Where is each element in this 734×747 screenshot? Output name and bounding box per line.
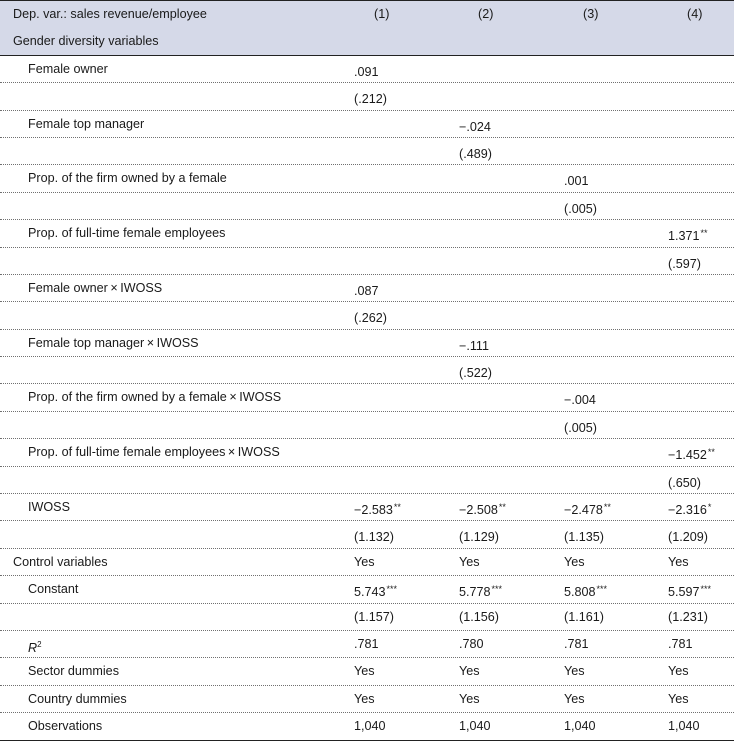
- significance-stars: **: [700, 228, 708, 239]
- cell-value: (.262): [354, 311, 387, 326]
- cell-value: −2.583: [354, 503, 393, 518]
- cell-col3: [564, 138, 565, 164]
- cell-col3: (1.161): [564, 609, 604, 624]
- cell-col2: Yes: [459, 554, 480, 569]
- cell-col3: [564, 357, 565, 383]
- cell-col1: [354, 412, 355, 438]
- cell-col2: [459, 220, 460, 246]
- cell-col2: [459, 439, 460, 465]
- cell-col1: Yes: [354, 664, 375, 679]
- column-header-4: (4): [687, 7, 703, 21]
- r-squared-row: [0, 631, 734, 658]
- cell-col1: [354, 138, 355, 164]
- observations-row: [0, 713, 734, 740]
- cell-col1: [354, 56, 380, 82]
- cell-col3: [564, 521, 605, 547]
- table-header: [0, 1, 734, 56]
- cell-col1: [354, 576, 397, 602]
- cell-col2: [459, 357, 493, 383]
- section-title-gender: Gender diversity variables: [13, 34, 159, 49]
- cell-col2: [459, 384, 460, 410]
- cell-col1: [354, 248, 355, 274]
- row-label: [28, 631, 42, 657]
- row-label: Control variables: [13, 554, 108, 569]
- cell-col4: [668, 439, 715, 465]
- table-row: [0, 467, 734, 494]
- significance-stars: ***: [491, 584, 503, 595]
- cell-value: −2.508: [459, 503, 498, 518]
- coefficient: 5.743: [354, 585, 386, 600]
- cell-col1: 1,040: [354, 719, 386, 734]
- cell-col4: .781: [668, 636, 693, 651]
- cell-col4: [668, 165, 669, 191]
- table-body: [0, 56, 734, 549]
- sector-dummies-row: [0, 658, 734, 685]
- cell-col3: [564, 83, 565, 109]
- cell-col3: [564, 412, 598, 438]
- significance-stars: **: [393, 502, 401, 513]
- cell-value: (.005): [564, 420, 597, 435]
- column-header-2: (2): [478, 7, 494, 21]
- cell-col4: [668, 248, 702, 274]
- table-row: [0, 384, 734, 411]
- cell-col4: (1.231): [668, 609, 708, 624]
- cell-value: (.597): [668, 256, 701, 271]
- table-row: [0, 494, 734, 521]
- cell-col4: Yes: [668, 664, 689, 679]
- cell-col3: [564, 576, 607, 602]
- cell-col3: [564, 111, 565, 137]
- cell-col2: [459, 467, 460, 493]
- cell-value: (1.209): [668, 530, 708, 545]
- cell-col3: [564, 248, 565, 274]
- cell-col3: [564, 302, 565, 328]
- cell-value: −2.316: [668, 503, 707, 518]
- cell-col3: [564, 193, 598, 219]
- significance-stars: **: [603, 502, 611, 513]
- cell-col1: Yes: [354, 691, 375, 706]
- cell-value: (.005): [564, 201, 597, 216]
- column-header-3: (3): [583, 7, 599, 21]
- cell-value: −.024: [459, 119, 491, 134]
- cell-col2: [459, 494, 506, 520]
- cell-value: −.004: [564, 393, 596, 408]
- significance-stars: *: [707, 502, 712, 513]
- cell-col4: Yes: [668, 554, 689, 569]
- row-label: Prop. of full-time female employees × IWOSS: [28, 445, 280, 460]
- table-row: [0, 165, 734, 192]
- cell-col2: .780: [459, 636, 484, 651]
- cell-col4: [668, 412, 669, 438]
- cell-value: (1.132): [354, 530, 394, 545]
- cell-col3: .781: [564, 636, 589, 651]
- cell-col3: [564, 165, 590, 191]
- coefficient: 5.808: [564, 585, 596, 600]
- cell-col1: [354, 275, 380, 301]
- cell-col3: [564, 384, 597, 410]
- cell-col1: [354, 521, 395, 547]
- cell-value: (1.135): [564, 530, 604, 545]
- cell-col1: [354, 193, 355, 219]
- cell-col3: Yes: [564, 554, 585, 569]
- cell-value: (.650): [668, 475, 701, 490]
- table-row: [0, 521, 734, 548]
- cell-col4: [668, 357, 669, 383]
- row-label: Prop. of full-time female employees: [28, 226, 226, 241]
- cell-col1: [354, 384, 355, 410]
- table-row: [0, 220, 734, 247]
- cell-col3: [564, 467, 565, 493]
- cell-col2: [459, 56, 460, 82]
- cell-value: .087: [354, 283, 379, 298]
- row-label: Country dummies: [28, 691, 127, 706]
- cell-col1: (1.157): [354, 609, 394, 624]
- cell-col1: .781: [354, 636, 379, 651]
- row-label: Constant: [28, 582, 79, 597]
- table-row: [0, 412, 734, 439]
- cell-col2: [459, 248, 460, 274]
- section-row-gender: [0, 28, 734, 55]
- table-row: [0, 302, 734, 329]
- cell-col2: [459, 275, 460, 301]
- cell-col2: [459, 193, 460, 219]
- cell-col4: [668, 384, 669, 410]
- cell-col4: [668, 138, 669, 164]
- cell-col4: 1,040: [668, 719, 700, 734]
- table-row: [0, 111, 734, 138]
- table-row: [0, 193, 734, 220]
- cell-col2: [459, 521, 500, 547]
- cell-col2: Yes: [459, 664, 480, 679]
- cell-col4: [668, 467, 702, 493]
- cell-col1: [354, 302, 388, 328]
- cell-col2: [459, 330, 490, 356]
- cell-col3: [564, 330, 565, 356]
- row-label: Prop. of the firm owned by a female: [28, 171, 227, 186]
- table-row: [0, 439, 734, 466]
- row-label: Female top manager: [28, 116, 145, 131]
- cell-value: −2.478: [564, 503, 603, 518]
- cell-value: −1.452: [668, 448, 707, 463]
- table-row: [0, 248, 734, 275]
- table-row: [0, 330, 734, 357]
- row-label: Female owner × IWOSS: [28, 280, 163, 295]
- cell-col2: Yes: [459, 691, 480, 706]
- table-row: [0, 138, 734, 165]
- significance-stars: **: [707, 447, 715, 458]
- cell-value: .001: [564, 174, 589, 189]
- cell-col4: [668, 220, 708, 246]
- cell-col4: [668, 193, 669, 219]
- significance-stars: **: [498, 502, 506, 513]
- cell-value: (.522): [459, 366, 492, 381]
- column-header-1: (1): [374, 7, 390, 21]
- cell-col3: 1,040: [564, 719, 596, 734]
- cell-col2: 1,040: [459, 719, 491, 734]
- cell-col4: [668, 275, 669, 301]
- constant-row: [0, 576, 734, 603]
- cell-col3: Yes: [564, 664, 585, 679]
- cell-col3: [564, 56, 565, 82]
- cell-col2: [459, 165, 460, 191]
- cell-col4: [668, 521, 709, 547]
- cell-value: (.212): [354, 92, 387, 107]
- cell-col1: [354, 83, 388, 109]
- table-row: [0, 56, 734, 83]
- cell-col3: [564, 494, 611, 520]
- dependent-variable-label: Dep. var.: sales revenue/employee: [13, 7, 207, 21]
- row-label: Sector dummies: [28, 664, 119, 679]
- significance-stars: ***: [700, 584, 712, 595]
- cell-col1: [354, 330, 355, 356]
- cell-col3: [564, 439, 565, 465]
- significance-stars: ***: [596, 584, 608, 595]
- cell-col4: [668, 83, 669, 109]
- cell-value: .091: [354, 64, 379, 79]
- significance-stars: ***: [386, 584, 398, 595]
- cell-col3: [564, 220, 565, 246]
- cell-col1: [354, 220, 355, 246]
- cell-col2: [459, 576, 502, 602]
- cell-col4: [668, 494, 711, 520]
- cell-col4: Yes: [668, 691, 689, 706]
- coefficient: 5.597: [668, 585, 700, 600]
- table-row: [0, 275, 734, 302]
- cell-col2: [459, 138, 493, 164]
- country-dummies-row: [0, 686, 734, 713]
- r-superscript: 2: [37, 639, 42, 649]
- row-label: Observations: [28, 719, 103, 734]
- cell-col2: (1.156): [459, 609, 499, 624]
- table-row: [0, 357, 734, 384]
- cell-col4: [668, 111, 669, 137]
- cell-col1: Yes: [354, 554, 375, 569]
- r-symbol: R: [28, 641, 38, 656]
- cell-col1: [354, 357, 355, 383]
- cell-value: 1.371: [668, 229, 700, 244]
- cell-col4: [668, 330, 669, 356]
- row-label: IWOSS: [28, 500, 70, 515]
- cell-col1: [354, 439, 355, 465]
- row-label: Prop. of the firm owned by a female × IWOSS: [28, 390, 282, 405]
- cell-value: (.489): [459, 146, 492, 161]
- control-variables-row: [0, 549, 734, 576]
- cell-col2: [459, 412, 460, 438]
- cell-col2: [459, 83, 460, 109]
- cell-col2: [459, 302, 460, 328]
- cell-col1: [354, 111, 355, 137]
- row-label: Female owner: [28, 61, 108, 76]
- constant-se-row: [0, 604, 734, 631]
- cell-col4: [668, 576, 711, 602]
- cell-col4: [668, 56, 669, 82]
- cell-col3: [564, 275, 565, 301]
- cell-col3: Yes: [564, 691, 585, 706]
- cell-value: −.111: [459, 338, 489, 353]
- cell-col1: [354, 494, 401, 520]
- coefficient: 5.778: [459, 585, 491, 600]
- cell-col1: [354, 467, 355, 493]
- cell-value: (1.129): [459, 530, 499, 545]
- cell-col4: [668, 302, 669, 328]
- row-label: Female top manager × IWOSS: [28, 335, 199, 350]
- header-row: [0, 1, 734, 28]
- table-row: [0, 83, 734, 110]
- cell-col1: [354, 165, 355, 191]
- cell-col2: [459, 111, 492, 137]
